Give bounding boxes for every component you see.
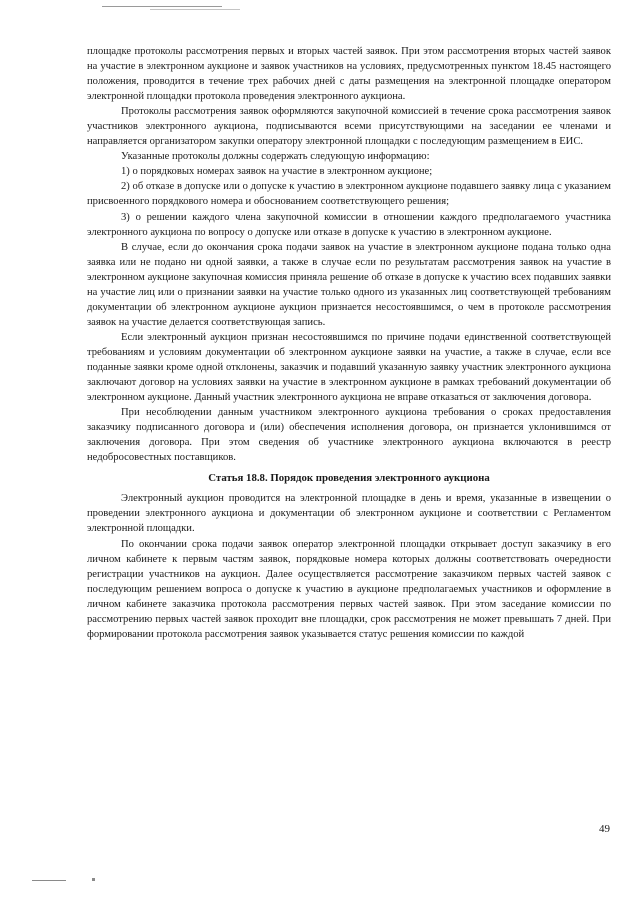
scan-artifact-mark xyxy=(92,878,95,881)
list-item: 3) о решении каждого члена закупочной комиссии в отношении каждого предполагаемого участника электронного аукциона по вопросу о допуске или отказе в допуске к участию в электронном аукционе. xyxy=(87,211,611,238)
scan-artifact-line xyxy=(150,9,240,10)
scan-artifact-line xyxy=(102,6,222,7)
paragraph: Указанные протоколы должны содержать следующую информацию: xyxy=(121,151,430,163)
page-number: 49 xyxy=(599,823,610,835)
paragraph: При несоблюдении данным участником электронного аукциона требования о сроках предоставления заказчику подписанного договора и (или) обеспечения исполнения договора, он признается уклонившимся от заключения договора. При этом сведения об участнике электронного аукциона включаются в реестр недобросовестных поставщиков. xyxy=(87,407,611,464)
paragraph: Если электронный аукцион признан несостоявшимся по причине подачи единственной соответствующей требованиям и условиям документации об электронном аукционе заявки на участие, а также в случае, если все поданные заявки кроме одной отклонены, заказчик и подавший указанную заявку участник электронного аукциона заключают договор на условиях заявки на участие в электронном аукционе в рамках требований документации об электронном аукционе. Данный участник электронного аукциона не вправе отказаться от заключения договора. xyxy=(87,331,611,404)
paragraph: площадке протоколы рассмотрения первых и вторых частей заявок. При этом рассмотрения вторых частей заявок на участие в электронном аукционе и заявок участников на условиях, предусмотренных пунктом 18.45 настоящего положения, проводится в течение трех рабочих дней с даты размещения на электронной площадке оператором электронной площадки протокола проведения электронного аукциона. xyxy=(87,46,611,103)
paragraph: По окончании срока подачи заявок оператор электронной площадки открывает доступ заказчику в его личном кабинете к первым частям заявок, порядковые номера которых должны соответствовать очередности регистрации участников на аукцион. Далее осуществляется рассмотрение заказчиком первых частей заявок с последующим решением вопроса о допуске к участию в аукционе предполагаемых участников и оформление в личном кабинете заказчика протокола рассмотрения первых частей заявок. При этом заседание комиссии по рассмотрению первых частей заявок проходит вне площадки, срок рассмотрения не может превышать 7 дней. При формировании протокола рассмотрения заявок указывается статус решения комиссии по каждой xyxy=(87,538,611,640)
section-heading: Статья 18.8. Порядок проведения электронного аукциона xyxy=(208,472,490,485)
list-item: 1) о порядковых номерах заявок на участие в электронном аукционе; xyxy=(121,166,433,178)
list-item: 2) об отказе в допуске или о допуске к участию в электронном аукционе подавшего заявку лица с указанием присвоенного порядкового номера и обоснованием соответствующего решения; xyxy=(87,181,611,208)
document-body xyxy=(87,44,611,642)
scan-artifact-line xyxy=(32,880,66,881)
paragraph: В случае, если до окончания срока подачи заявок на участие в электронном аукционе подана только одна заявка или не подано ни одной заявки, а также в случае если по результатам рассмотрения заявок на участие в электронном аукционе закупочная комиссия приняла решение об отказе в допуске к участию всех подавших заявки на участие лиц или о признании заявки на участие только одного из указанных лиц соответствующей требованиям документации об электронном аукционе аукцион признается несостоявшимся, о чем в протоколе рассмотрения заявок на участие делается соответствующая запись. xyxy=(87,241,611,328)
paragraph: Протоколы рассмотрения заявок оформляются закупочной комиссией в течение срока рассмотрения заявок участников электронного аукциона, подписываются всеми присутствующими на заседании ее членами и направляется организатором закупки оператору электронной площадки с последующим размещением в ЕИС. xyxy=(87,106,611,148)
paragraph: Электронный аукцион проводится на электронной площадке в день и время, указанные в извещении о проведении электронного аукциона и документации об электронном аукционе и соответствии с Регламентом электронной площадки. xyxy=(87,493,611,535)
